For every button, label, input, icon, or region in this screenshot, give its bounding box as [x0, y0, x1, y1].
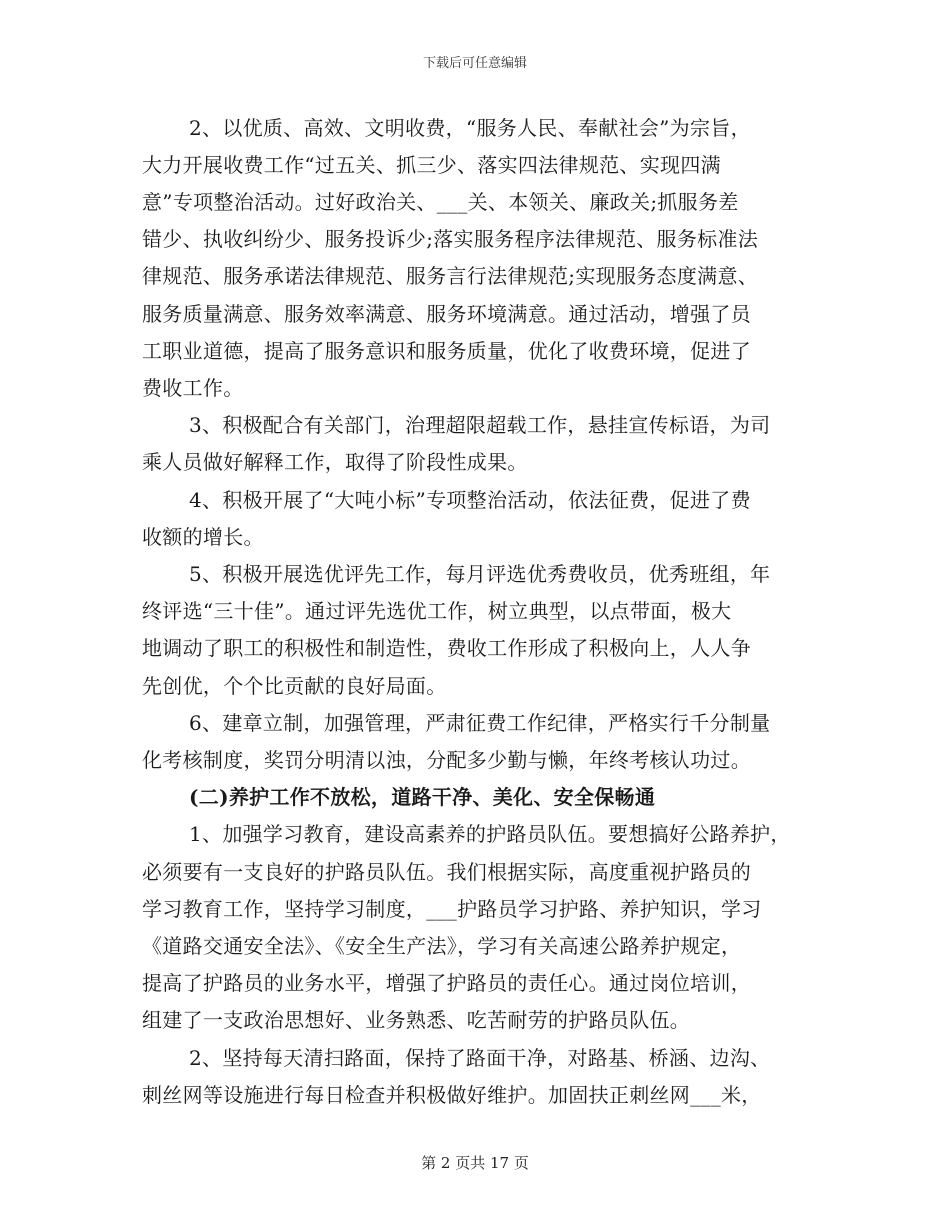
paragraph-line: 乘人员做好解释工作，取得了阶段性成果。 [142, 450, 528, 474]
paragraph-line: 律规范、服务承诺法律规范、服务言行法律规范;实现服务态度满意、 [142, 264, 759, 288]
paragraph-line: 必须要有一支良好的护路员队伍。我们根据实际，高度重视护路员的 [142, 860, 751, 884]
paragraph-line: 先创优，个个比贡献的良好局面。 [142, 674, 447, 698]
paragraph-line: 组建了一支政治思想好、业务熟悉、吃苦耐劳的护路员队伍。 [142, 1008, 691, 1032]
paragraph-line: 5、积极开展选优评先工作，每月评选优秀费收员，优秀班组，年 [189, 562, 771, 586]
paragraph-line: 3、积极配合有关部门，治理超限超载工作，悬挂宣传标语，为司 [189, 413, 771, 437]
paragraph-line: 化考核制度，奖罚分明清以浊，分配多少勤与懒，年终考核认功过。 [142, 748, 751, 772]
paragraph-line: 意”专项整治活动。过好政治关、___关、本领关、廉政关;抓服务差 [142, 190, 739, 214]
paragraph-line: 学习教育工作，坚持学习制度，___护路员学习护路、养护知识，学习 [142, 897, 762, 921]
paragraph-line: 大力开展收费工作“过五关、抓三少、落实四法律规范、实现四满 [142, 153, 721, 177]
paragraph-line: 提高了护路员的业务水平，增强了护路员的责任心。通过岗位培训， [142, 971, 751, 995]
paragraph-line: 2、以优质、高效、文明收费，“服务人民、奉献社会”为宗旨， [189, 116, 751, 140]
paragraph-line: 1、加强学习教育，建设高素养的护路员队伍。要想搞好公路养护， [189, 822, 791, 846]
paragraph-line: 工职业道德，提高了服务意识和服务质量，优化了收费环境，促进了 [142, 339, 751, 363]
paragraph-line: 费收工作。 [142, 376, 244, 400]
paragraph-line: 6、建章立制，加强管理，严肃征费工作纪律，严格实行千分制量 [189, 711, 771, 735]
page-header: 下载后可任意编辑 [422, 56, 527, 71]
paragraph-line: 错少、执收纠纷少、服务投诉少;落实服务程序法律规范、服务标准法 [142, 227, 759, 251]
paragraph-line: 刺丝网等设施进行每日检查并积极做好维护。加固扶正刺丝网___米， [142, 1083, 762, 1107]
paragraph-line: 《道路交通安全法》、《安全生产法》，学习有关高速公路养护规定， [142, 934, 742, 958]
paragraph-line: 终评选“三十佳”。通过评先选优工作，树立典型，以点带面，极大 [142, 599, 732, 623]
paragraph-line: 收额的增长。 [142, 525, 264, 549]
paragraph-line: 2、坚持每天清扫路面，保持了路面干净，对路基、桥涵、边沟、 [189, 1046, 771, 1070]
paragraph-line: 服务质量满意、服务效率满意、服务环境满意。通过活动，增强了员 [142, 302, 751, 326]
page-footer: 第 2 页共 17 页 [421, 1154, 529, 1172]
paragraph-line: 地调动了职工的积极性和制造性，费收工作形成了积极向上，人人争 [142, 636, 751, 660]
section-heading: (二)养护工作不放松，道路干净、美化、安全保畅通 [189, 785, 656, 809]
paragraph-line: 4、积极开展了“大吨小标”专项整治活动，依法征费，促进了费 [189, 488, 751, 512]
